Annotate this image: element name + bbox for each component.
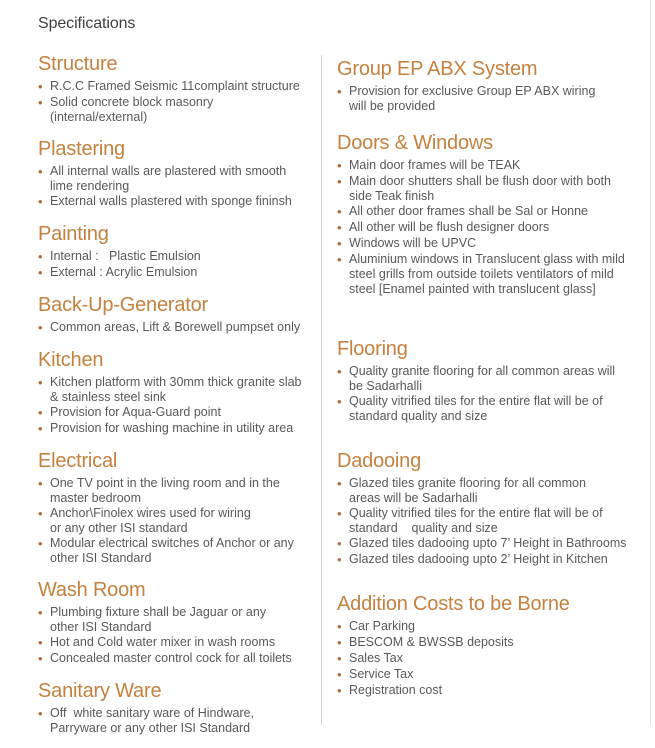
section-heading: Painting — [38, 223, 109, 245]
bullet-item — [337, 683, 649, 699]
bullet-item — [38, 421, 330, 437]
bullet-text: Glazed tiles dadooing upto 7’ Height in Bathrooms — [349, 536, 627, 550]
bullet-text: R.C.C Framed Seismic 11complaint structure — [50, 79, 300, 93]
section-heading: Plastering — [38, 138, 125, 160]
bullet-text: Car Parking — [349, 619, 415, 633]
bullet-list — [38, 249, 330, 281]
bullet-text: External : Acrylic Emulsion — [50, 265, 198, 279]
bullet-item — [38, 635, 330, 651]
bullet-list — [38, 605, 330, 667]
bullet-list — [38, 375, 330, 437]
bullet-item — [337, 667, 649, 683]
bullet-dot-icon — [337, 236, 349, 252]
section-back-up-generator — [38, 293, 330, 336]
bullet-list — [337, 619, 649, 699]
section-electrical — [38, 449, 330, 566]
bullet-list — [38, 476, 330, 566]
bullet-text: Modular electrical switches of Anchor or any other ISI Standard — [50, 536, 294, 565]
bullet-dot-icon — [38, 375, 50, 391]
section-wash-room — [38, 578, 330, 667]
section-addition-costs — [337, 592, 649, 699]
bullet-item — [38, 249, 330, 265]
bullet-text: All other door frames shall be Sal or Honne — [349, 204, 589, 218]
section-kitchen — [38, 348, 330, 437]
bullet-text: Sales Tax — [349, 651, 403, 665]
bullet-item — [38, 194, 330, 210]
bullet-item — [38, 706, 330, 736]
bullet-list — [337, 476, 649, 568]
bullet-dot-icon — [337, 552, 349, 568]
bullet-text: Windows will be UPVC — [349, 236, 477, 250]
bullet-item — [337, 204, 649, 220]
section-structure — [38, 52, 330, 125]
bullet-item — [337, 635, 649, 651]
bullet-dot-icon — [38, 476, 50, 492]
bullet-dot-icon — [337, 651, 349, 667]
bullet-item — [337, 220, 649, 236]
bullet-dot-icon — [337, 536, 349, 552]
bullet-dot-icon — [337, 220, 349, 236]
bullet-text: Quality granite flooring for all common areas will be Sadarhalli — [349, 364, 616, 393]
bullet-dot-icon — [337, 84, 349, 100]
bullet-item — [38, 651, 330, 667]
section-heading: Doors & Windows — [337, 132, 493, 154]
bullet-dot-icon — [38, 95, 50, 111]
section-dadooing — [337, 449, 649, 568]
section-heading: Back-Up-Generator — [38, 294, 208, 316]
bullet-list — [337, 158, 649, 297]
bullet-item — [337, 651, 649, 667]
bullet-list — [38, 320, 330, 336]
bullet-text: Service Tax — [349, 667, 414, 681]
section-doors-windows — [337, 131, 649, 297]
bullet-text: Plumbing fixture shall be Jaguar or any other ISI Standard — [50, 605, 267, 634]
bullet-dot-icon — [38, 506, 50, 522]
bullet-dot-icon — [337, 394, 349, 410]
section-heading: Sanitary Ware — [38, 680, 162, 702]
bullet-text: Kitchen platform with 30mm thick granite slab & stainless steel sink — [50, 375, 302, 404]
section-painting — [38, 222, 330, 281]
bullet-item — [337, 364, 649, 394]
bullet-item — [38, 536, 330, 566]
bullet-item — [38, 95, 330, 125]
section-heading: Electrical — [38, 450, 118, 472]
bullet-text: One TV point in the living room and in the master bedroom — [50, 476, 280, 505]
bullet-dot-icon — [38, 265, 50, 281]
bullet-list — [337, 364, 649, 424]
section-heading: Flooring — [337, 338, 408, 360]
bullet-dot-icon — [38, 320, 50, 336]
bullet-item — [337, 84, 649, 114]
bullet-item — [337, 174, 649, 204]
bullet-item — [38, 375, 330, 405]
bullet-text: Solid concrete block masonry (internal/external) — [50, 95, 214, 124]
bullet-dot-icon — [337, 364, 349, 380]
bullet-dot-icon — [38, 651, 50, 667]
bullet-item — [337, 536, 649, 552]
bullet-text: Hot and Cold water mixer in wash rooms — [50, 635, 276, 649]
section-plastering — [38, 137, 330, 210]
bullet-dot-icon — [38, 164, 50, 180]
bullet-item — [38, 405, 330, 421]
bullet-dot-icon — [337, 158, 349, 174]
section-heading: Dadooing — [337, 450, 422, 472]
bullet-dot-icon — [337, 635, 349, 651]
bullet-list — [38, 706, 330, 736]
bullet-text: Registration cost — [349, 683, 443, 697]
bullet-item — [337, 476, 649, 506]
page-edge-line — [650, 0, 651, 725]
bullet-text: Main door frames will be TEAK — [349, 158, 521, 172]
bullet-text: Quality vitrified tiles for the entire flat will be of standard quality and size — [349, 394, 603, 423]
bullet-item — [38, 506, 330, 536]
bullet-text: All internal walls are plastered with smooth lime rendering — [50, 164, 287, 193]
bullet-dot-icon — [337, 204, 349, 220]
bullet-item — [38, 164, 330, 194]
bullet-dot-icon — [337, 476, 349, 492]
section-sanitary-ware — [38, 679, 330, 736]
bullet-dot-icon — [38, 635, 50, 651]
bullet-dot-icon — [38, 706, 50, 722]
bullet-text: Off white sanitary ware of Hindware, Parryware or any other ISI Standard — [50, 706, 255, 735]
left-column — [38, 0, 330, 748]
section-heading: Structure — [38, 53, 118, 75]
bullet-dot-icon — [38, 536, 50, 552]
bullet-text: Internal : Plastic Emulsion — [50, 249, 201, 263]
bullet-list — [38, 79, 330, 125]
bullet-dot-icon — [337, 667, 349, 683]
bullet-dot-icon — [38, 421, 50, 437]
bullet-item — [38, 265, 330, 281]
section-group-ep-abx-system — [337, 57, 649, 114]
bullet-text: Glazed tiles dadooing upto 2’ Height in Kitchen — [349, 552, 608, 566]
bullet-dot-icon — [337, 252, 349, 268]
bullet-dot-icon — [337, 506, 349, 522]
bullet-text: All other will be flush designer doors — [349, 220, 550, 234]
bullet-item — [38, 476, 330, 506]
bullet-list — [337, 84, 649, 114]
bullet-dot-icon — [337, 174, 349, 190]
bullet-text: Provision for Aqua-Guard point — [50, 405, 221, 419]
bullet-text: Common areas, Lift & Borewell pumpset only — [50, 320, 301, 334]
page-title: Specifications — [38, 15, 136, 32]
bullet-dot-icon — [38, 79, 50, 95]
bullet-text: Quality vitrified tiles for the entire flat will be of standard quality and size — [349, 506, 603, 535]
bullet-dot-icon — [38, 249, 50, 265]
bullet-item — [337, 552, 649, 568]
right-column — [337, 0, 649, 699]
bullet-text: Provision for washing machine in utility area — [50, 421, 294, 435]
bullet-item — [337, 619, 649, 635]
bullet-item — [38, 605, 330, 635]
bullet-list — [38, 164, 330, 210]
bullet-dot-icon — [337, 683, 349, 699]
bullet-item — [337, 252, 649, 297]
bullet-item — [337, 158, 649, 174]
bullet-item — [337, 394, 649, 424]
bullet-text: Anchor\Finolex wires used for wiring or any other ISI standard — [50, 506, 251, 535]
bullet-item — [38, 79, 330, 95]
section-heading: Kitchen — [38, 349, 104, 371]
section-heading: Group EP ABX System — [337, 58, 538, 80]
bullet-text: BESCOM & BWSSB deposits — [349, 635, 514, 649]
bullet-item — [337, 236, 649, 252]
bullet-item — [38, 320, 330, 336]
section-heading: Addition Costs to be Borne — [337, 593, 570, 615]
bullet-text: External walls plastered with sponge fininsh — [50, 194, 292, 208]
bullet-text: Concealed master control cock for all toilets — [50, 651, 292, 665]
bullet-dot-icon — [38, 405, 50, 421]
bullet-dot-icon — [38, 605, 50, 621]
bullet-text: Main door shutters shall be flush door with both side Teak finish — [349, 174, 611, 203]
section-flooring — [337, 337, 649, 424]
bullet-dot-icon — [38, 194, 50, 210]
bullet-text: Provision for exclusive Group EP ABX wiring will be provided — [349, 84, 596, 113]
bullet-text: Aluminium windows in Translucent glass with mild steel grills from outside toilets ventilators of mild steel [Enamel painted with translucent glass] — [349, 252, 625, 296]
bullet-item — [337, 506, 649, 536]
section-heading: Wash Room — [38, 579, 146, 601]
bullet-dot-icon — [337, 619, 349, 635]
bullet-text: Glazed tiles granite flooring for all common areas will be Sadarhalli — [349, 476, 586, 505]
